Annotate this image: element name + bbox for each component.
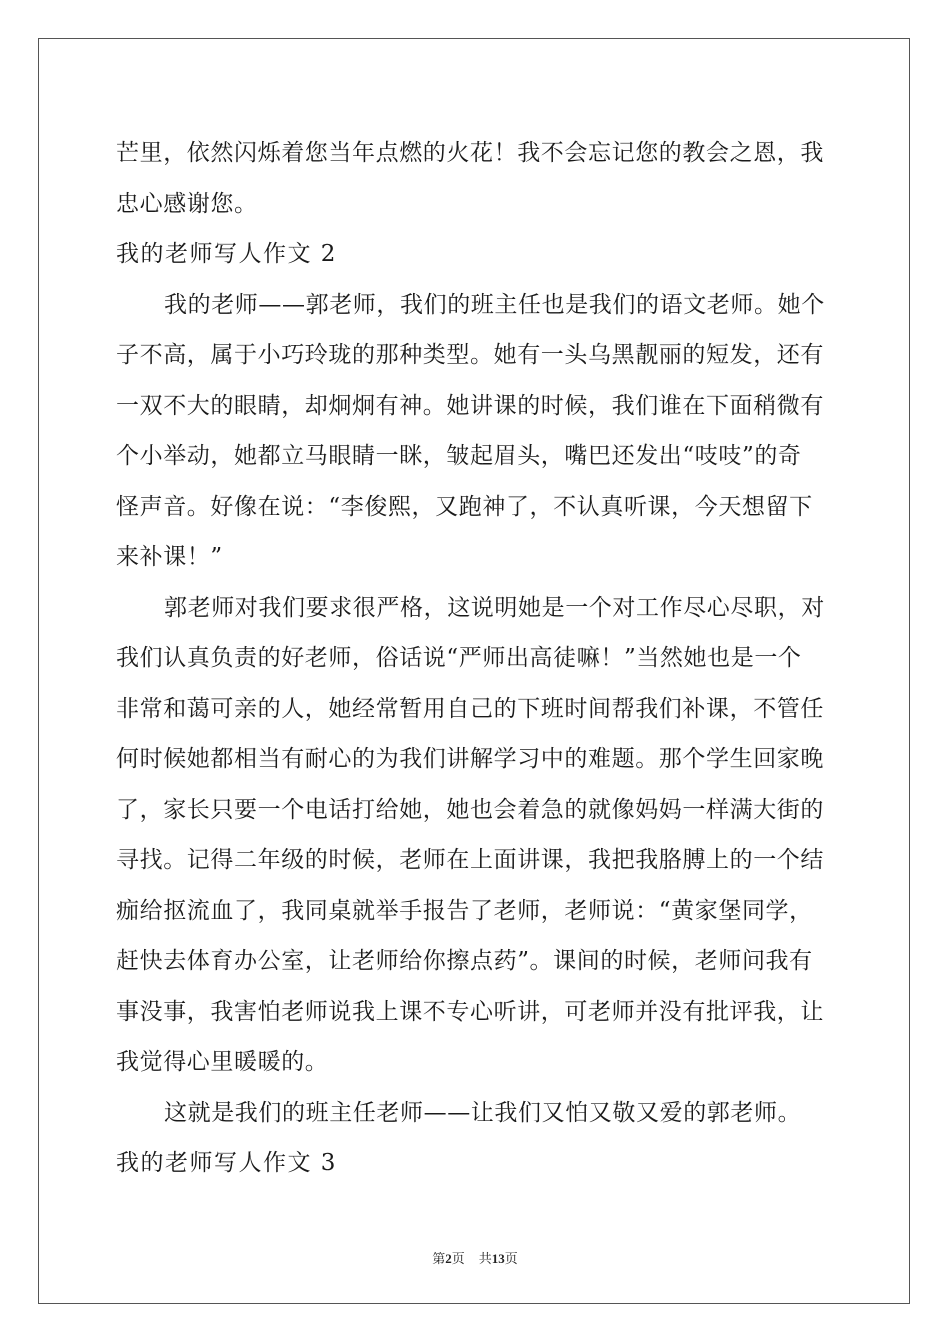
document-body xyxy=(116,128,834,1189)
section-heading: 我的老师写人作文 3 xyxy=(116,1150,337,1176)
paragraph-line: 痂给抠流血了，我同桌就举手报告了老师，老师说：“黄家堡同学， xyxy=(116,897,813,924)
section-heading: 我的老师写人作文 2 xyxy=(116,241,337,267)
paragraph-line: 了，家长只要一个电话打给她，她也会着急的就像妈妈一样满大街的 xyxy=(116,796,824,823)
total-pages: 13 xyxy=(491,1251,505,1266)
paragraph-line: 赶快去体育办公室，让老师给你擦点药”。课间的时候，老师问我有 xyxy=(116,948,813,974)
page-number: 2 xyxy=(445,1251,452,1266)
paragraph-line: 芒里，依然闪烁着您当年点燃的火花！我不会忘记您的教会之恩，我 xyxy=(116,140,824,166)
total-prefix: 共 xyxy=(478,1251,492,1266)
page-footer xyxy=(0,1248,950,1267)
page-prefix: 第 xyxy=(432,1251,446,1266)
paragraph-line: 忠心感谢您。 xyxy=(116,190,258,217)
paragraph-line: 这就是我们的班主任老师——让我们又怕又敬又爱的郭老师。 xyxy=(164,1099,802,1126)
paragraph-line: 事没事，我害怕老师说我上课不专心听讲，可老师并没有批评我，让 xyxy=(116,998,824,1025)
paragraph-line: 我的老师——郭老师，我们的班主任也是我们的语文老师。她个 xyxy=(164,291,825,318)
paragraph-line: 怪声音。好像在说：“李俊熙，又跑神了，不认真听课，今天想留下 xyxy=(116,493,813,520)
paragraph-line: 寻找。记得二年级的时候，老师在上面讲课，我把我胳膊上的一个结 xyxy=(116,847,824,873)
paragraph-line: 我们认真负责的好老师，俗话说“严师出高徒嘛！”当然她也是一个 xyxy=(116,645,802,671)
paragraph-line: 何时候她都相当有耐心的为我们讲解学习中的难题。那个学生回家晚 xyxy=(116,746,824,772)
paragraph-line: 来补课！” xyxy=(116,544,223,570)
paragraph-line: 个小举动，她都立马眼睛一眯，皱起眉头，嘴巴还发出“吱吱”的奇 xyxy=(116,443,802,469)
total-suffix: 页 xyxy=(504,1251,518,1266)
paragraph-line: 一双不大的眼睛，却炯炯有神。她讲课的时候，我们谁在下面稍微有 xyxy=(116,392,824,419)
page-suffix: 页 xyxy=(451,1251,465,1266)
paragraph-line: 我觉得心里暖暖的。 xyxy=(116,1049,329,1075)
paragraph-line: 郭老师对我们要求很严格，这说明她是一个对工作尽心尽职，对 xyxy=(164,594,825,621)
paragraph-line: 子不高，属于小巧玲珑的那种类型。她有一头乌黑靓丽的短发，还有 xyxy=(116,342,824,368)
paragraph-line: 非常和蔼可亲的人，她经常暂用自己的下班时间帮我们补课，不管任 xyxy=(116,695,824,722)
